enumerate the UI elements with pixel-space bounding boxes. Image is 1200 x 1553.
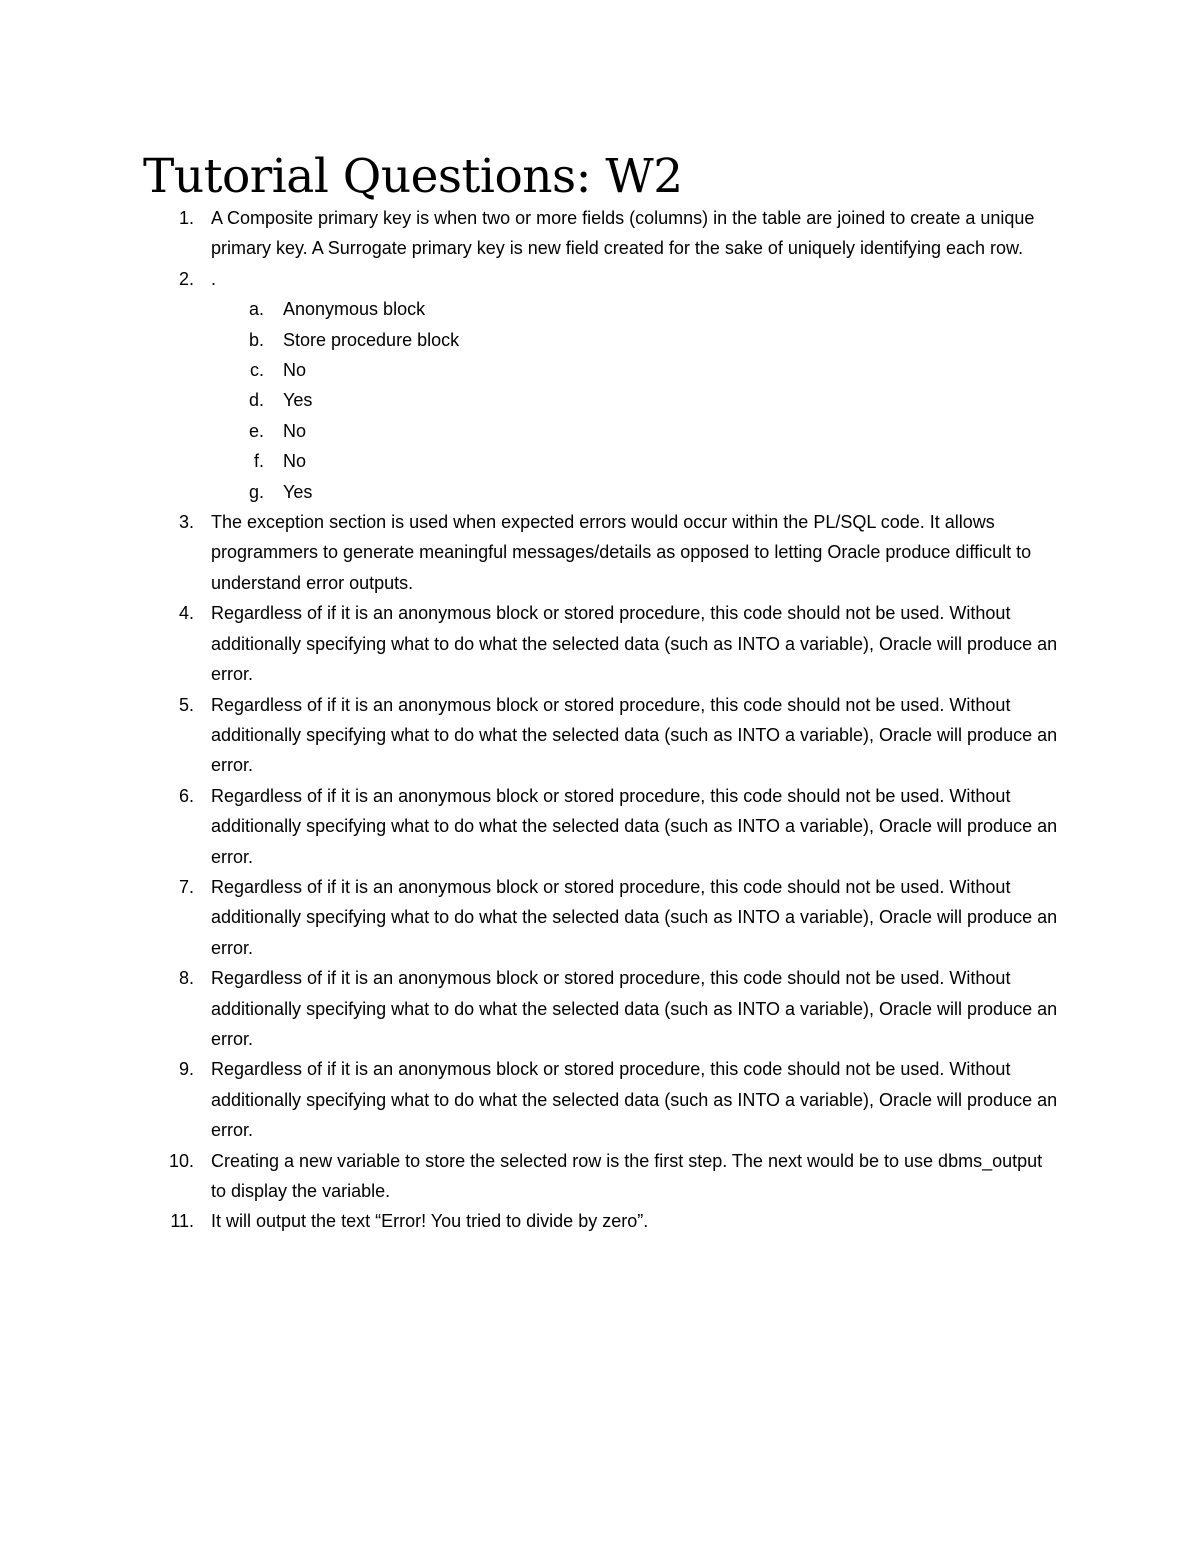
sub-answer-item [0, 294, 1061, 324]
question-number: 2. [178, 268, 194, 289]
sub-answer-text: No [283, 451, 307, 472]
question-number: 11. [170, 1211, 194, 1232]
question-answer: Regardless of if it is an anonymous block or stored procedure, this code should not be used. Without additionally specifying what to do what the selected data (such as INTO a variable), Oracle will produce an error. [211, 876, 1058, 958]
question-answer: Regardless of if it is an anonymous block or stored procedure, this code should not be used. Without additionally specifying what to do what the selected data (such as INTO a variable), Oracle will produce an error. [211, 785, 1058, 867]
sub-answer-list [0, 294, 1061, 507]
question-item-4 [0, 598, 1061, 689]
sub-answer-text: No [283, 360, 307, 381]
question-number: 3. [178, 512, 194, 533]
question-number: 4. [178, 603, 194, 624]
question-answer: . [211, 268, 217, 289]
sub-answer-item [0, 477, 1061, 507]
question-item-11 [0, 1206, 1061, 1236]
sub-answer-item [0, 325, 1061, 355]
sub-answer-item [0, 385, 1061, 415]
question-answer: The exception section is used when expected errors would occur within the PL/SQL code. It allows programmers to generate meaningful messages/details as opposed to letting Oracle produce difficult to understand error outputs. [211, 512, 1032, 593]
question-number: 9. [178, 1059, 194, 1080]
question-answer: Regardless of if it is an anonymous block or stored procedure, this code should not be used. Without additionally specifying what to do what the selected data (such as INTO a variable), Oracle will produce an error. [211, 1059, 1058, 1141]
question-item-3 [0, 507, 1061, 598]
question-item-9 [0, 1054, 1061, 1145]
question-number: 6. [178, 785, 194, 806]
sub-answer-text: Store procedure block [283, 329, 460, 350]
sub-answer-text: Yes [283, 390, 313, 411]
question-answer: Regardless of if it is an anonymous block or stored procedure, this code should not be used. Without additionally specifying what to do what the selected data (such as INTO a variable), Oracle will produce an error. [211, 603, 1058, 685]
question-answer: Regardless of if it is an anonymous block or stored procedure, this code should not be used. Without additionally specifying what to do what the selected data (such as INTO a variable), Oracle will produce an error. [211, 694, 1058, 776]
question-item-1 [0, 203, 1061, 264]
sub-answer-letter: d. [248, 390, 264, 411]
sub-answer-item [0, 446, 1061, 476]
sub-answer-item [0, 355, 1061, 385]
page-title: Tutorial Questions: W2 [143, 149, 683, 204]
question-item-8 [0, 963, 1061, 1054]
sub-answer-letter: g. [248, 481, 264, 502]
sub-answer-item [0, 416, 1061, 446]
sub-answer-letter: c. [249, 360, 264, 381]
question-number: 8. [178, 968, 194, 989]
question-item-5 [0, 690, 1061, 781]
question-item-10 [0, 1146, 1061, 1207]
question-number: 5. [178, 694, 194, 715]
question-answer: Creating a new variable to store the selected row is the first step. The next would be to use dbms_output to display the variable. [211, 1150, 1043, 1201]
question-item-7 [0, 872, 1061, 963]
question-answer: Regardless of if it is an anonymous block or stored procedure, this code should not be used. Without additionally specifying what to do what the selected data (such as INTO a variable), Oracle will produce an error. [211, 968, 1058, 1049]
question-number: 1. [178, 208, 194, 228]
question-number: 10. [168, 1150, 194, 1171]
question-item-2 [0, 264, 1061, 507]
question-item-6 [0, 781, 1061, 872]
sub-answer-text: No [283, 420, 307, 441]
sub-answer-letter: a. [248, 299, 264, 320]
sub-answer-text: Anonymous block [283, 299, 426, 320]
question-list [0, 203, 1200, 1237]
sub-answer-letter: f. [253, 451, 264, 472]
sub-answer-text: Yes [283, 481, 313, 502]
question-answer: A Composite primary key is when two or more fields (columns) in the table are joined to create a unique primary key. A Surrogate primary key is new field created for the sake of uniquely identifying each row. [211, 208, 1035, 259]
sub-answer-letter: e. [248, 420, 264, 441]
question-number: 7. [178, 876, 194, 897]
sub-answer-letter: b. [248, 329, 264, 350]
question-answer: It will output the text “Error! You tried to divide by zero”. [211, 1211, 649, 1232]
